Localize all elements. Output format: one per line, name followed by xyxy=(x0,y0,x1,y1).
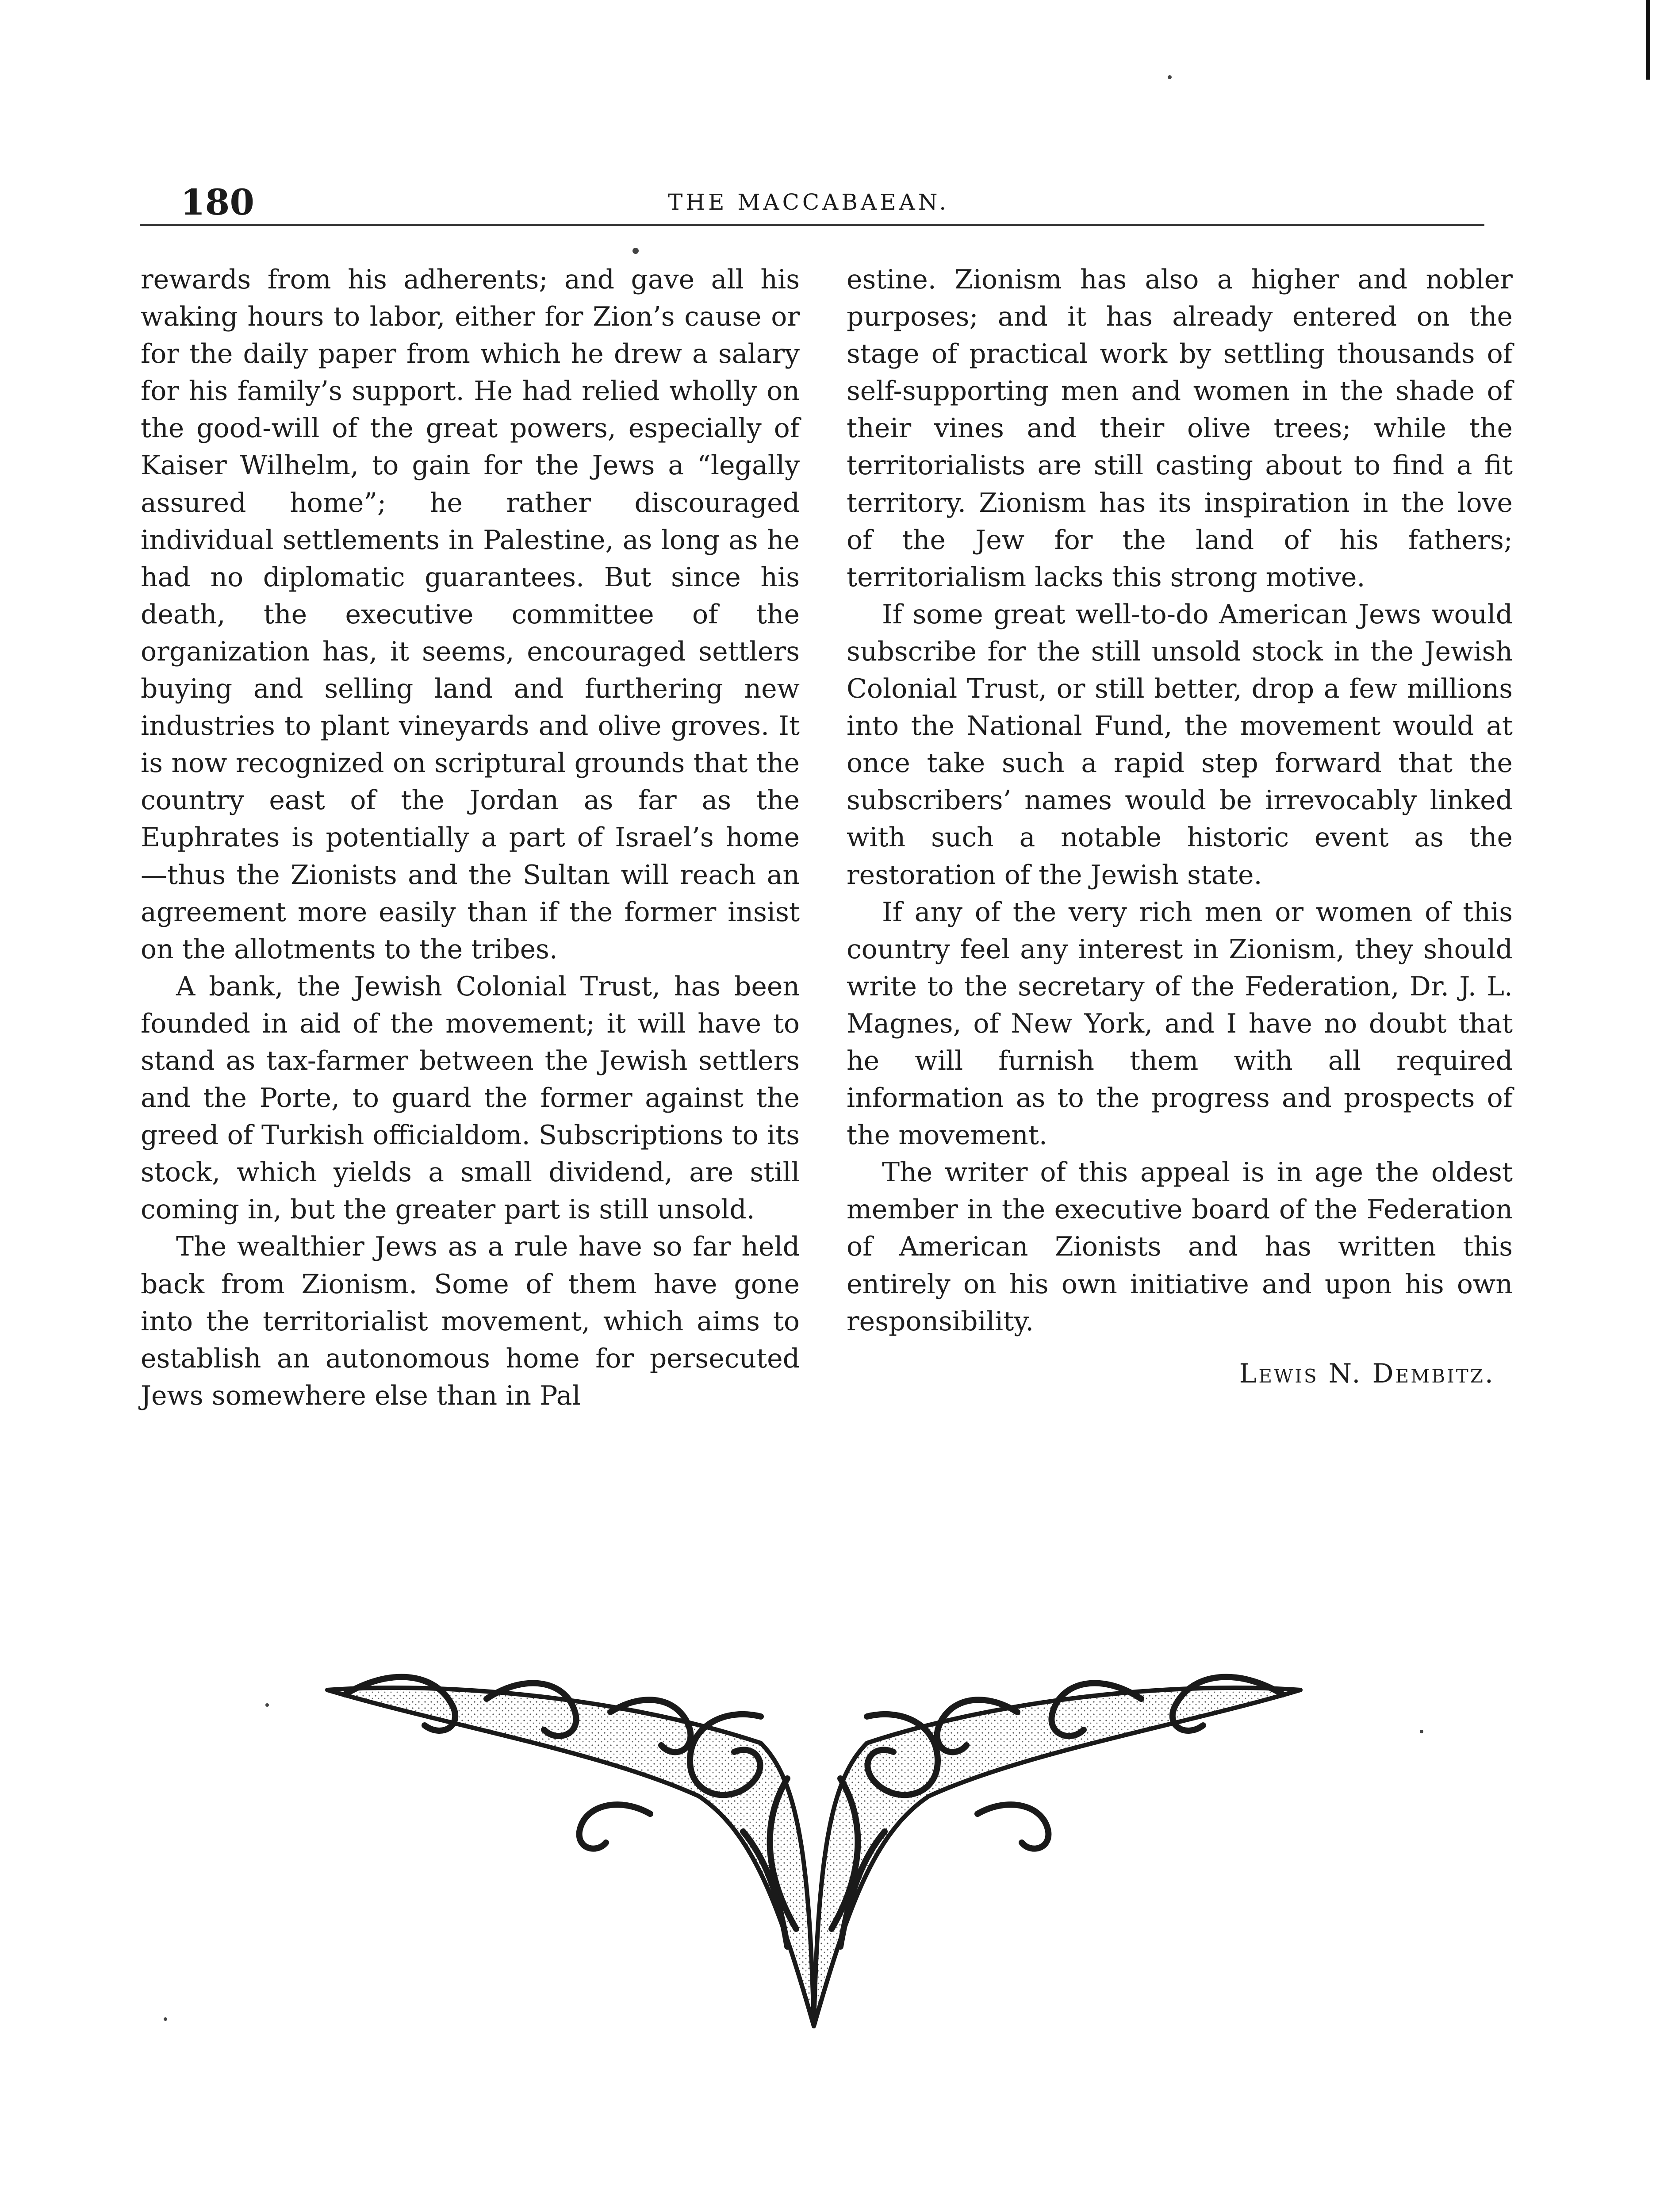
paragraph: A bank, the Jewish Colonial Trust, has been founded in aid of the movement; it will have to stand as tax-farmer between the Jewish settlers and the Porte, to guard the former against the greed of Turkish officialdom. Subscriptions to its stock, which yields a small dividend, are still coming in, but the greater part is still unsold. xyxy=(141,971,800,1225)
running-title: THE MACCABAEAN. xyxy=(668,189,950,215)
paragraph: rewards from his adherents; and gave all his waking hours to labor, either for Zion’s cause or for the daily paper from which he drew a salary for his family’s support. He had relied wholly on the good-will of the great powers, especially of Kaiser Wilhelm, to gain for the Jews a “legally assured home”; he rather discouraged individual settlements in Palestine, as long as he had no diplomatic guarantees. But since his death, the executive committee of the organization has, it seems, encouraged settlers buying and selling land and furthering new industries to plant vineyards and olive groves. It is now recognized on scriptural grounds that the country east of the Jordan as far as the Euphrates is potentially a part of Israel’s home—thus the Zionists and the Sultan will reach an agreement more easily than if the former insist on the allotments to the tribes. xyxy=(141,264,800,965)
acanthus-scroll-tailpiece-icon xyxy=(318,1663,1309,2035)
right-column xyxy=(847,261,1513,1392)
paragraph: If any of the very rich men or women of this country feel any interest in Zionism, they should write to the secretary of the Federation, Dr. J. L. Magnes, of New York, and I have no doubt that he will furnish them with all required information as to the progress and prospects of the movement. xyxy=(847,896,1513,1151)
paragraph: The wealthier Jews as a rule have so far held back from Zionism. Some of them have gone into the territorialist movement, which aims to establish an autonomous home for persecuted Jews somewhere else than in Pal xyxy=(141,1231,800,1411)
scan-speck xyxy=(1420,1730,1423,1733)
paragraph: The writer of this appeal is in age the oldest member in the executive board of the Federation of American Zionists and has written this entirely on his own initiative and upon his own responsibility. xyxy=(847,1157,1513,1337)
scan-speck xyxy=(1168,75,1172,79)
author-signature: Lewis N. Dembitz. xyxy=(1239,1358,1495,1389)
left-column xyxy=(141,261,800,1414)
scan-speck xyxy=(632,248,639,254)
paragraph: estine. Zionism has also a higher and nobler purposes; and it has already entered on the stage of practical work by settling thousands of self-supporting men and women in the shade of their vines and their olive trees; while the territorialists are still casting about to find a fit territory. Zionism has its inspiration in the love of the Jew for the land of his fathers; territorialism lacks this strong motive. xyxy=(847,264,1513,593)
header-rule xyxy=(140,224,1484,226)
paragraph: If some great well-to-do American Jews would subscribe for the still unsold stock in the Jewish Colonial Trust, or still better, drop a few millions into the National Fund, the movement would at once take such a rapid step forward that the subscribers’ names would be irrevocably linked with such a notable historic event as the restoration of the Jewish state. xyxy=(847,599,1513,891)
scan-speck xyxy=(265,1703,269,1707)
scan-speck xyxy=(164,2017,167,2021)
scan-edge-line xyxy=(1646,0,1650,80)
page-number: 180 xyxy=(180,181,254,223)
